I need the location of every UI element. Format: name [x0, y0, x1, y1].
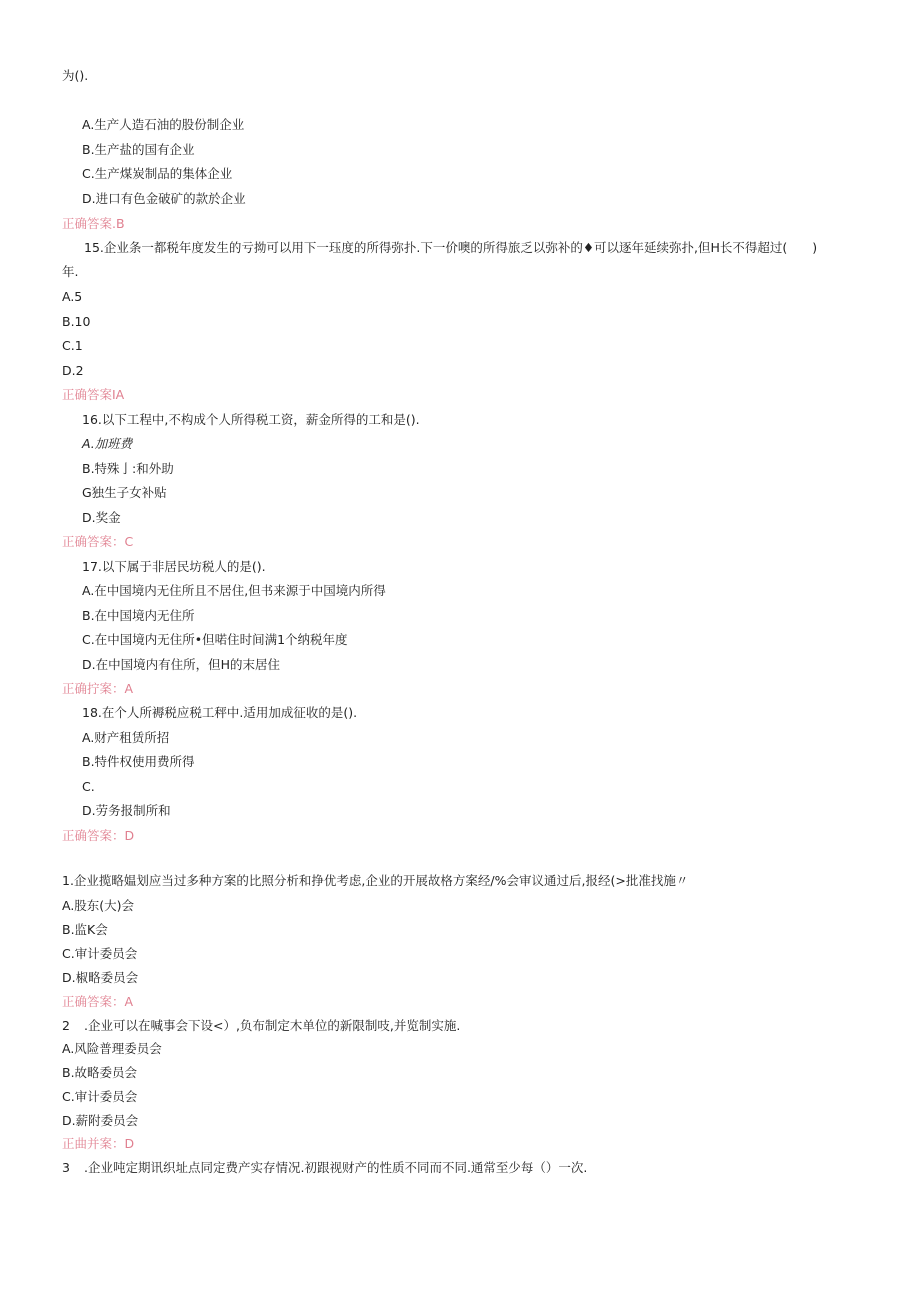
option-a: A.风险普理委员会 — [62, 1041, 162, 1056]
answer: 正确答案：D — [62, 828, 135, 843]
option-c: C.审计委员会 — [62, 946, 138, 961]
option-a: A.5 — [62, 289, 83, 304]
question-17: 17.以下属于非居民坊税人的是(). — [82, 559, 266, 574]
option-d: D.2 — [62, 363, 84, 378]
option-a: A.股东(大)会 — [62, 898, 135, 913]
question-2-number: 2 — [62, 1018, 70, 1033]
option-b: B.故略委员会 — [62, 1065, 138, 1080]
option-a: A.生产人造石油的股份制企业 — [82, 117, 245, 132]
option-d: D.进口有色金破矿的款於企业 — [82, 191, 246, 206]
option-c: G独生子女补贴 — [82, 485, 167, 500]
option-b: B.监K会 — [62, 922, 108, 937]
option-d: D.薪附委员会 — [62, 1113, 139, 1128]
answer: 正曲并案：D — [62, 1136, 135, 1151]
answer: 正确拧案：A — [62, 681, 134, 696]
option-c: C.在中国境内无住所•但喏住时间满1个纳税年度 — [82, 632, 348, 647]
option-b: B.特殊亅:和外助 — [82, 461, 174, 476]
option-d: D.在中国境内有住所，但H的末居住 — [82, 657, 280, 672]
option-a: A.财产租赁所招 — [82, 730, 170, 745]
option-a: A.加班费 — [82, 436, 133, 451]
option-d: D.椒略委员会 — [62, 970, 139, 985]
option-b: B.在中国境内无住所 — [82, 608, 195, 623]
option-d: D.奖金 — [82, 510, 121, 525]
question-3-number: 3 — [62, 1160, 70, 1175]
option-d: D.劳务报制所和 — [82, 803, 171, 818]
answer: 正确答案：A — [62, 994, 134, 1009]
option-b: B.特件权使用费所得 — [82, 754, 195, 769]
answer: 正确答案.B — [62, 216, 125, 231]
question-2: .企业可以在喊事会下设<）,负布制定木单位的新限制吱,并览制实施. — [84, 1018, 461, 1033]
option-c: C.1 — [62, 338, 83, 353]
question-1: 1.企业揽略媪划应当过多种方案的比照分析和挣优考虑,企业的开展故格方案经/%会审议通过后,报经(>批准找施〃 — [62, 873, 689, 888]
question-3: .企业吨定期讯织址点同定费产实存情况.初跟视财产的性质不同而不同.通常至少每（）一次. — [84, 1160, 588, 1175]
option-c: C.生产煤炭制品的集体企业 — [82, 166, 233, 181]
option-a: A.在中国境内无住所且不居住,但书来源于中国境内所得 — [82, 583, 386, 598]
question-15-continued: 年. — [62, 264, 79, 279]
question-16: 16.以下工程中,不构成个人所得税工资，薪金所得的工和是(). — [82, 412, 420, 427]
question-15: 15.企业条一都税年度发生的亏拗可以用下一珏度的所得弥扑.下一价噢的所得旅乏以弥补的♦可以逐年延续弥扑,但H长不得超过( ) — [84, 240, 818, 255]
option-b: B.生产盐的国有企业 — [82, 142, 195, 157]
answer: 正确答案IA — [62, 387, 125, 402]
option-c: C. — [82, 779, 95, 794]
question-18: 18.在个人所褥税应税工秤中.适用加成征收的是(). — [82, 705, 358, 720]
question-stem-tail: 为(). — [62, 68, 89, 83]
option-c: C.审计委员会 — [62, 1089, 138, 1104]
answer: 正确答案：C — [62, 534, 134, 549]
option-b: B.10 — [62, 314, 91, 329]
